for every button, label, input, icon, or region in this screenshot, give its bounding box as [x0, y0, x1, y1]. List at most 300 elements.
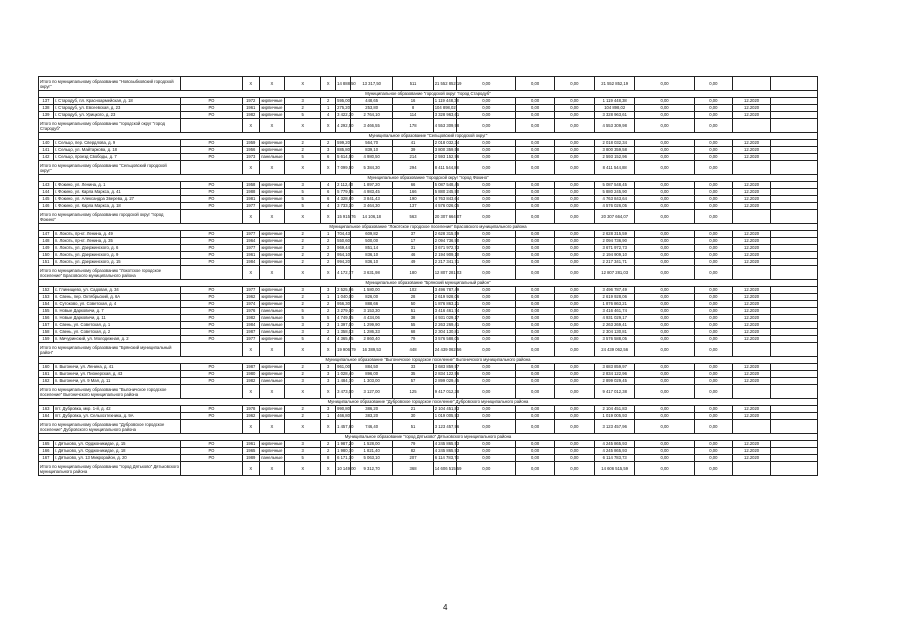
table-cell: 1956 — [242, 147, 259, 154]
table-cell: 0,00 — [457, 413, 516, 420]
table-cell: 1977 — [242, 231, 259, 238]
total-cell: 0,00 — [554, 119, 594, 133]
total-cell: 0,00 — [516, 266, 554, 280]
total-cell: 0,00 — [694, 420, 732, 434]
total-cell: X — [321, 210, 336, 224]
total-cell: X — [259, 420, 284, 434]
table-cell: 0,00 — [516, 336, 554, 343]
total-cell: X — [242, 210, 259, 224]
total-cell — [732, 119, 770, 133]
table-cell: 3 — [321, 378, 336, 385]
section-total-row — [39, 420, 818, 434]
table-cell: 5 880 245,90 — [595, 189, 635, 196]
table-cell: 466,80 — [337, 413, 350, 419]
empty-cell — [771, 371, 818, 378]
row-number: 145 — [39, 196, 54, 203]
table-cell: 2 — [321, 238, 336, 245]
section-heading-row — [39, 224, 818, 231]
table-cell: 3 683 859,97 — [434, 364, 460, 370]
total-cell: 180 — [393, 266, 433, 280]
table-cell: 2 094 736,90 — [595, 238, 635, 245]
table-cell: 79 — [393, 441, 433, 448]
table-cell: 5 — [285, 196, 321, 203]
table-cell: 885,80 — [337, 147, 350, 153]
total-cell: 51 — [393, 420, 433, 434]
table-cell: кирпичные — [259, 147, 284, 154]
table-cell: 0,00 — [457, 98, 516, 105]
total-cell: 9 417 012,38 — [595, 385, 635, 399]
table-cell: РО — [181, 98, 243, 105]
table-cell: РО — [181, 189, 243, 196]
table-cell: 38 — [393, 315, 433, 322]
total-cell: 125 — [393, 385, 433, 399]
table-cell: 0,00 — [457, 182, 516, 189]
table-cell: 0,00 — [457, 189, 516, 196]
table-cell: 0,00 — [635, 140, 694, 147]
table-cell: 954,10 — [337, 252, 350, 258]
table-cell: РО — [181, 294, 243, 301]
total-cell — [732, 385, 770, 399]
table-cell: 0,00 — [516, 259, 554, 266]
address-cell: п. Локоть, ул. Дзержинского, д. 6 — [53, 245, 180, 252]
table-cell: 5 — [285, 336, 321, 343]
empty-cell — [771, 336, 818, 343]
empty-cell — [771, 189, 818, 196]
table-cell: 0,00 — [554, 98, 594, 105]
total-cell: X — [321, 420, 336, 434]
table-cell: 0,00 — [554, 252, 594, 259]
table-cell: 4 365,85 — [337, 336, 354, 342]
table-cell: РО — [181, 287, 243, 294]
table-cell: 12.2020 — [732, 147, 770, 154]
table-cell: 1 987,20 — [337, 441, 354, 447]
total-cell: X — [259, 462, 284, 476]
table-cell: 0,00 — [694, 196, 732, 203]
table-cell: 2 — [285, 413, 321, 420]
table-cell: 39 — [393, 147, 433, 154]
table-cell: 4 245 865,93 — [434, 441, 460, 447]
total-cell: X — [259, 385, 284, 399]
address-cell: г. Фокино, ул. Ленина, д. 1 — [53, 182, 180, 189]
section-heading: Муниципальное образование "Брянский муниципальный район" — [39, 280, 818, 287]
table-cell: 1977 — [242, 287, 259, 294]
empty-cell — [771, 140, 818, 147]
table-row — [39, 231, 818, 238]
table-cell: РО — [181, 238, 243, 245]
total-cell — [181, 385, 243, 399]
address-cell: с. Глинищево, ул. Садовая, д. 34 — [53, 287, 180, 294]
section-heading-row — [39, 399, 818, 406]
table-cell: 166 — [393, 189, 433, 196]
table-cell: 12.2020 — [732, 203, 770, 210]
table-cell: 3 800 359,58 — [595, 147, 635, 154]
empty-cell — [771, 231, 818, 238]
row-number: 155 — [39, 308, 54, 315]
table-cell: кирпичные — [259, 238, 284, 245]
total-cell: 0,00 — [694, 210, 732, 224]
table-cell: 3 — [285, 98, 321, 105]
table-cell: 2 194 909,10 — [595, 252, 635, 259]
total-empty-cell — [771, 420, 818, 434]
table-cell: 0,00 — [635, 203, 694, 210]
table-cell: 2 194 909,10 — [434, 252, 460, 258]
table-cell: 114 — [393, 112, 433, 119]
table-cell: РО — [181, 371, 243, 378]
table-cell: кирпичные — [259, 245, 284, 252]
table-cell: 3 — [321, 147, 336, 154]
table-cell: 0,00 — [694, 336, 732, 343]
table-row — [39, 371, 818, 378]
table-cell: 1 580,00 — [350, 287, 392, 294]
table-cell: 0,00 — [635, 441, 694, 448]
row-number: 163 — [39, 406, 54, 413]
section-heading-row — [39, 280, 818, 287]
table-cell: 1 — [321, 231, 336, 238]
table-cell: 2 — [285, 147, 321, 154]
table-cell: 0,00 — [516, 441, 554, 448]
total-cell: 24 439 062,56 — [433, 343, 456, 357]
table-cell: 104 898,02 — [595, 105, 635, 112]
table-cell: 0,00 — [694, 413, 732, 420]
table-cell: 1 397,00 — [337, 322, 354, 328]
row-number: 159 — [39, 336, 54, 343]
table-cell: 383,20 — [350, 413, 392, 420]
total-cell — [732, 343, 770, 357]
total-cell: X — [242, 161, 259, 175]
table-cell: 0,00 — [635, 231, 694, 238]
table-cell: 1 — [321, 294, 336, 301]
table-cell: 12.2020 — [732, 245, 770, 252]
total-cell: 0,00 — [635, 77, 694, 91]
table-cell: 0,00 — [635, 448, 694, 455]
address-cell: г. Дятьково, ул. Орджоникидзе, д. 15 — [53, 441, 180, 448]
table-cell: 0,00 — [516, 245, 554, 252]
total-cell: 0,00 — [457, 343, 516, 357]
table-cell: 2 834 122,96 — [595, 371, 635, 378]
table-row — [39, 413, 818, 420]
table-cell: 50 — [393, 301, 433, 308]
row-number: 151 — [39, 259, 54, 266]
table-cell: 0,00 — [554, 189, 594, 196]
total-cell: X — [242, 462, 259, 476]
table-cell: 3 576 588,05 — [434, 336, 460, 342]
table-cell: 55 — [393, 322, 433, 329]
table-cell: 2 — [321, 301, 336, 308]
table-cell: 3 496 787,49 — [434, 287, 460, 293]
table-cell: 0,00 — [554, 378, 594, 385]
table-cell: 0,00 — [694, 322, 732, 329]
table-cell: 0,00 — [457, 315, 516, 322]
table-cell: 0,00 — [554, 140, 594, 147]
table-cell: РО — [181, 245, 243, 252]
table-cell: 2 018 032,34 — [595, 140, 635, 147]
table-cell: 5 — [285, 112, 321, 119]
table-cell: 12.2020 — [732, 252, 770, 259]
table-cell: 836,10 — [350, 259, 392, 266]
address-cell: п. Выгоничи, ул. 9 Мая, д. 11 — [53, 378, 180, 385]
row-number: 153 — [39, 294, 54, 301]
total-cell: 0,00 — [694, 343, 732, 357]
table-cell: 2 104 451,83 — [595, 406, 635, 413]
row-number: 162 — [39, 378, 54, 385]
section-total-row — [39, 119, 818, 133]
table-cell: кирпичные — [259, 406, 284, 413]
table-cell: 1 876 863,21 — [595, 301, 635, 308]
table-cell: 0,00 — [457, 196, 516, 203]
table-cell: панельные — [259, 315, 284, 322]
table-cell: 609,82 — [350, 231, 392, 238]
table-cell: 35 — [393, 371, 433, 378]
table-row — [39, 315, 818, 322]
table-cell: 0,00 — [635, 301, 694, 308]
table-cell: 0,00 — [694, 105, 732, 112]
table-cell: 0,00 — [457, 105, 516, 112]
table-cell: 0,00 — [635, 259, 694, 266]
table-cell: 1988 — [242, 189, 259, 196]
table-cell: 1 528,00 — [350, 441, 392, 448]
table-cell: 1 821,40 — [350, 448, 392, 455]
table-cell: 6 114 783,73 — [434, 455, 459, 461]
table-cell: 3 — [321, 364, 336, 371]
table-cell: 1977 — [242, 203, 259, 210]
table-cell: 1 303,00 — [350, 378, 392, 385]
table-cell: 0,00 — [554, 322, 594, 329]
total-cell: 13 317,50 — [350, 77, 392, 91]
table-cell: 564,70 — [350, 140, 392, 147]
table-cell: 2 899 029,45 — [434, 378, 460, 384]
table-cell: 12.2020 — [732, 378, 770, 385]
address-cell: г. Стародуб, пл. Красноармейская, д. 18 — [53, 98, 180, 105]
table-cell: 0,00 — [554, 147, 594, 154]
table-cell: 1987 — [242, 364, 259, 371]
table-cell: 0,00 — [457, 252, 516, 259]
table-cell: 0,00 — [635, 413, 694, 420]
table-cell: 851,14 — [350, 245, 392, 252]
table-row — [39, 203, 818, 210]
table-cell: 0,00 — [457, 364, 516, 371]
table-cell: 49 — [393, 259, 433, 266]
table-cell: 102 — [393, 287, 433, 294]
empty-cell — [771, 455, 818, 462]
total-empty-cell — [771, 343, 818, 357]
total-cell: X — [285, 210, 321, 224]
table-cell: 0,00 — [554, 238, 594, 245]
table-cell: 3 — [285, 182, 321, 189]
total-empty-cell — [771, 119, 818, 133]
table-cell: РО — [181, 448, 243, 455]
table-row — [39, 98, 818, 105]
table-cell: 0,00 — [635, 322, 694, 329]
table-cell: 0,00 — [457, 147, 516, 154]
table-cell: 0,00 — [554, 336, 594, 343]
total-cell: 3 127,00 — [350, 385, 392, 399]
table-cell: 66 — [393, 182, 433, 189]
table-cell: 0,00 — [635, 98, 694, 105]
table-cell: 2 — [321, 252, 336, 259]
table-cell: 4 576 026,05 — [595, 203, 635, 210]
table-cell: 0,00 — [694, 245, 732, 252]
empty-cell — [771, 364, 818, 371]
total-cell: 0,00 — [694, 385, 732, 399]
table-cell: 1974 — [242, 301, 259, 308]
top-total-row — [39, 77, 818, 91]
table-cell: 0,00 — [457, 378, 516, 385]
table-cell: 1 484,70 — [337, 378, 354, 384]
table-cell: кирпичные — [259, 231, 284, 238]
table-cell: 0,00 — [694, 147, 732, 154]
table-cell: 0,00 — [635, 378, 694, 385]
section-heading: Муниципальное образование "городской округ "город Фокино" — [39, 175, 818, 182]
table-cell: 0,00 — [694, 98, 732, 105]
total-cell: 3 631,98 — [350, 266, 392, 280]
table-cell: 4 763 843,64 — [595, 196, 635, 203]
table-cell: 0,00 — [694, 364, 732, 371]
table-cell: 37 — [393, 231, 433, 238]
table-cell: 0,00 — [635, 455, 694, 462]
row-number: 158 — [39, 329, 54, 336]
total-cell: 0,00 — [516, 161, 554, 175]
table-cell: 1976 — [242, 308, 259, 315]
total-cell: 21 552 852,19 — [595, 77, 635, 91]
table-cell: 1 980,70 — [337, 448, 354, 454]
table-cell: кирпичные — [259, 371, 284, 378]
total-cell: 0,00 — [457, 210, 516, 224]
table-cell: 5 — [285, 315, 321, 322]
section-heading: Муниципальное образование "Выгоничское городское поселение" Выгоничского муниципального района — [39, 357, 818, 364]
row-number: 150 — [39, 252, 54, 259]
total-cell: 3 123 457,96 — [433, 420, 456, 434]
empty-cell — [771, 182, 818, 189]
table-cell: 207 — [393, 455, 433, 462]
table-cell: 3 464,30 — [350, 203, 392, 210]
table-cell: 0,00 — [554, 315, 594, 322]
table-cell: 4 — [321, 336, 336, 343]
total-cell — [732, 266, 770, 280]
table-cell: 0,00 — [635, 315, 694, 322]
table-cell: 0,00 — [635, 308, 694, 315]
table-cell: 0,00 — [516, 378, 554, 385]
empty-cell — [771, 378, 818, 385]
table-cell: 2 860,40 — [350, 336, 392, 343]
table-cell: 0,00 — [554, 203, 594, 210]
table-cell: панельные — [259, 329, 284, 336]
table-cell: 3 — [321, 371, 336, 378]
table-cell: 2 — [321, 259, 336, 266]
table-cell: 0,00 — [457, 371, 516, 378]
table-cell: 0,00 — [554, 245, 594, 252]
table-cell: 0,00 — [635, 252, 694, 259]
table-cell: 4 434,06 — [350, 315, 392, 322]
table-cell: 0,00 — [694, 308, 732, 315]
table-cell: 2 — [321, 329, 336, 336]
table-cell: 3 — [285, 448, 321, 455]
empty-cell — [771, 448, 818, 455]
table-row — [39, 406, 818, 413]
table-cell: 0,00 — [516, 329, 554, 336]
table-cell: РО — [181, 455, 243, 462]
empty-cell — [771, 147, 818, 154]
row-number: 137 — [39, 98, 54, 105]
table-row — [39, 112, 818, 119]
table-row — [39, 287, 818, 294]
table-cell: 1977 — [242, 245, 259, 252]
table-row — [39, 294, 818, 301]
table-cell: 3 576 588,05 — [595, 336, 635, 343]
total-cell: 511 — [393, 77, 433, 91]
total-cell: 0,00 — [457, 266, 516, 280]
table-cell: 0,00 — [554, 259, 594, 266]
total-cell: 0,00 — [554, 420, 594, 434]
table-cell: 1 — [321, 105, 336, 112]
table-cell: 0,00 — [516, 154, 554, 161]
total-cell: 4 553 309,98 — [433, 119, 456, 133]
table-cell: 2 — [321, 448, 336, 455]
address-cell: г. Дятьково, ул. 13 Микрорайон, д. 20 — [53, 455, 180, 462]
row-number: 154 — [39, 301, 54, 308]
table-cell: кирпичные — [259, 196, 284, 203]
row-number: 144 — [39, 189, 54, 196]
table-cell: 0,00 — [457, 231, 516, 238]
total-cell — [181, 119, 243, 133]
table-row — [39, 189, 818, 196]
row-number: 165 — [39, 441, 54, 448]
row-number: 146 — [39, 203, 54, 210]
table-cell: 5 087 548,45 — [595, 182, 635, 189]
total-cell: 0,00 — [635, 343, 694, 357]
table-cell: 6 114 783,73 — [595, 455, 635, 462]
table-cell: кирпичные — [259, 301, 284, 308]
table-cell: 12.2020 — [732, 189, 770, 196]
table-cell: кирпичные — [259, 112, 284, 119]
table-cell: 3 — [285, 322, 321, 329]
table-cell: 28 — [393, 294, 433, 301]
total-empty-cell — [771, 210, 818, 224]
total-cell — [732, 161, 770, 175]
table-cell: 0,00 — [516, 112, 554, 119]
table-cell: 0,00 — [694, 112, 732, 119]
table-cell: 1981 — [242, 196, 259, 203]
table-cell: 1 358,03 — [337, 329, 354, 335]
total-cell: 0,00 — [457, 385, 516, 399]
table-cell: 1978 — [242, 406, 259, 413]
table-cell: 0,00 — [554, 112, 594, 119]
section-heading-row — [39, 434, 818, 441]
row-number: 139 — [39, 112, 54, 119]
table-cell: 5 — [285, 308, 321, 315]
table-cell: 2 — [285, 238, 321, 245]
page-number: 4 — [443, 603, 448, 612]
total-cell — [732, 420, 770, 434]
total-cell: 0,00 — [554, 161, 594, 175]
section-heading: Муниципальное образование "Дубровское городское поселение" Дубровского муниципального района — [39, 399, 818, 406]
total-cell: 4 292,50 — [336, 119, 351, 133]
table-cell: 1964 — [242, 238, 259, 245]
table-cell: 1 876 863,21 — [434, 301, 460, 307]
total-label: Итого по муниципальному образованию городской округ "город Фокино" — [39, 210, 181, 224]
table-cell: 8 — [393, 105, 433, 112]
table-cell: кирпичные — [259, 203, 284, 210]
section-total-row — [39, 385, 818, 399]
total-cell: X — [242, 266, 259, 280]
table-cell: 0,00 — [516, 455, 554, 462]
total-cell: 0,00 — [554, 385, 594, 399]
total-cell: X — [321, 462, 336, 476]
table-cell: 12.2020 — [732, 329, 770, 336]
table-cell: кирпичные — [259, 336, 284, 343]
total-cell: X — [259, 343, 284, 357]
total-cell: 24 439 062,56 — [595, 343, 635, 357]
total-cell: X — [321, 343, 336, 357]
